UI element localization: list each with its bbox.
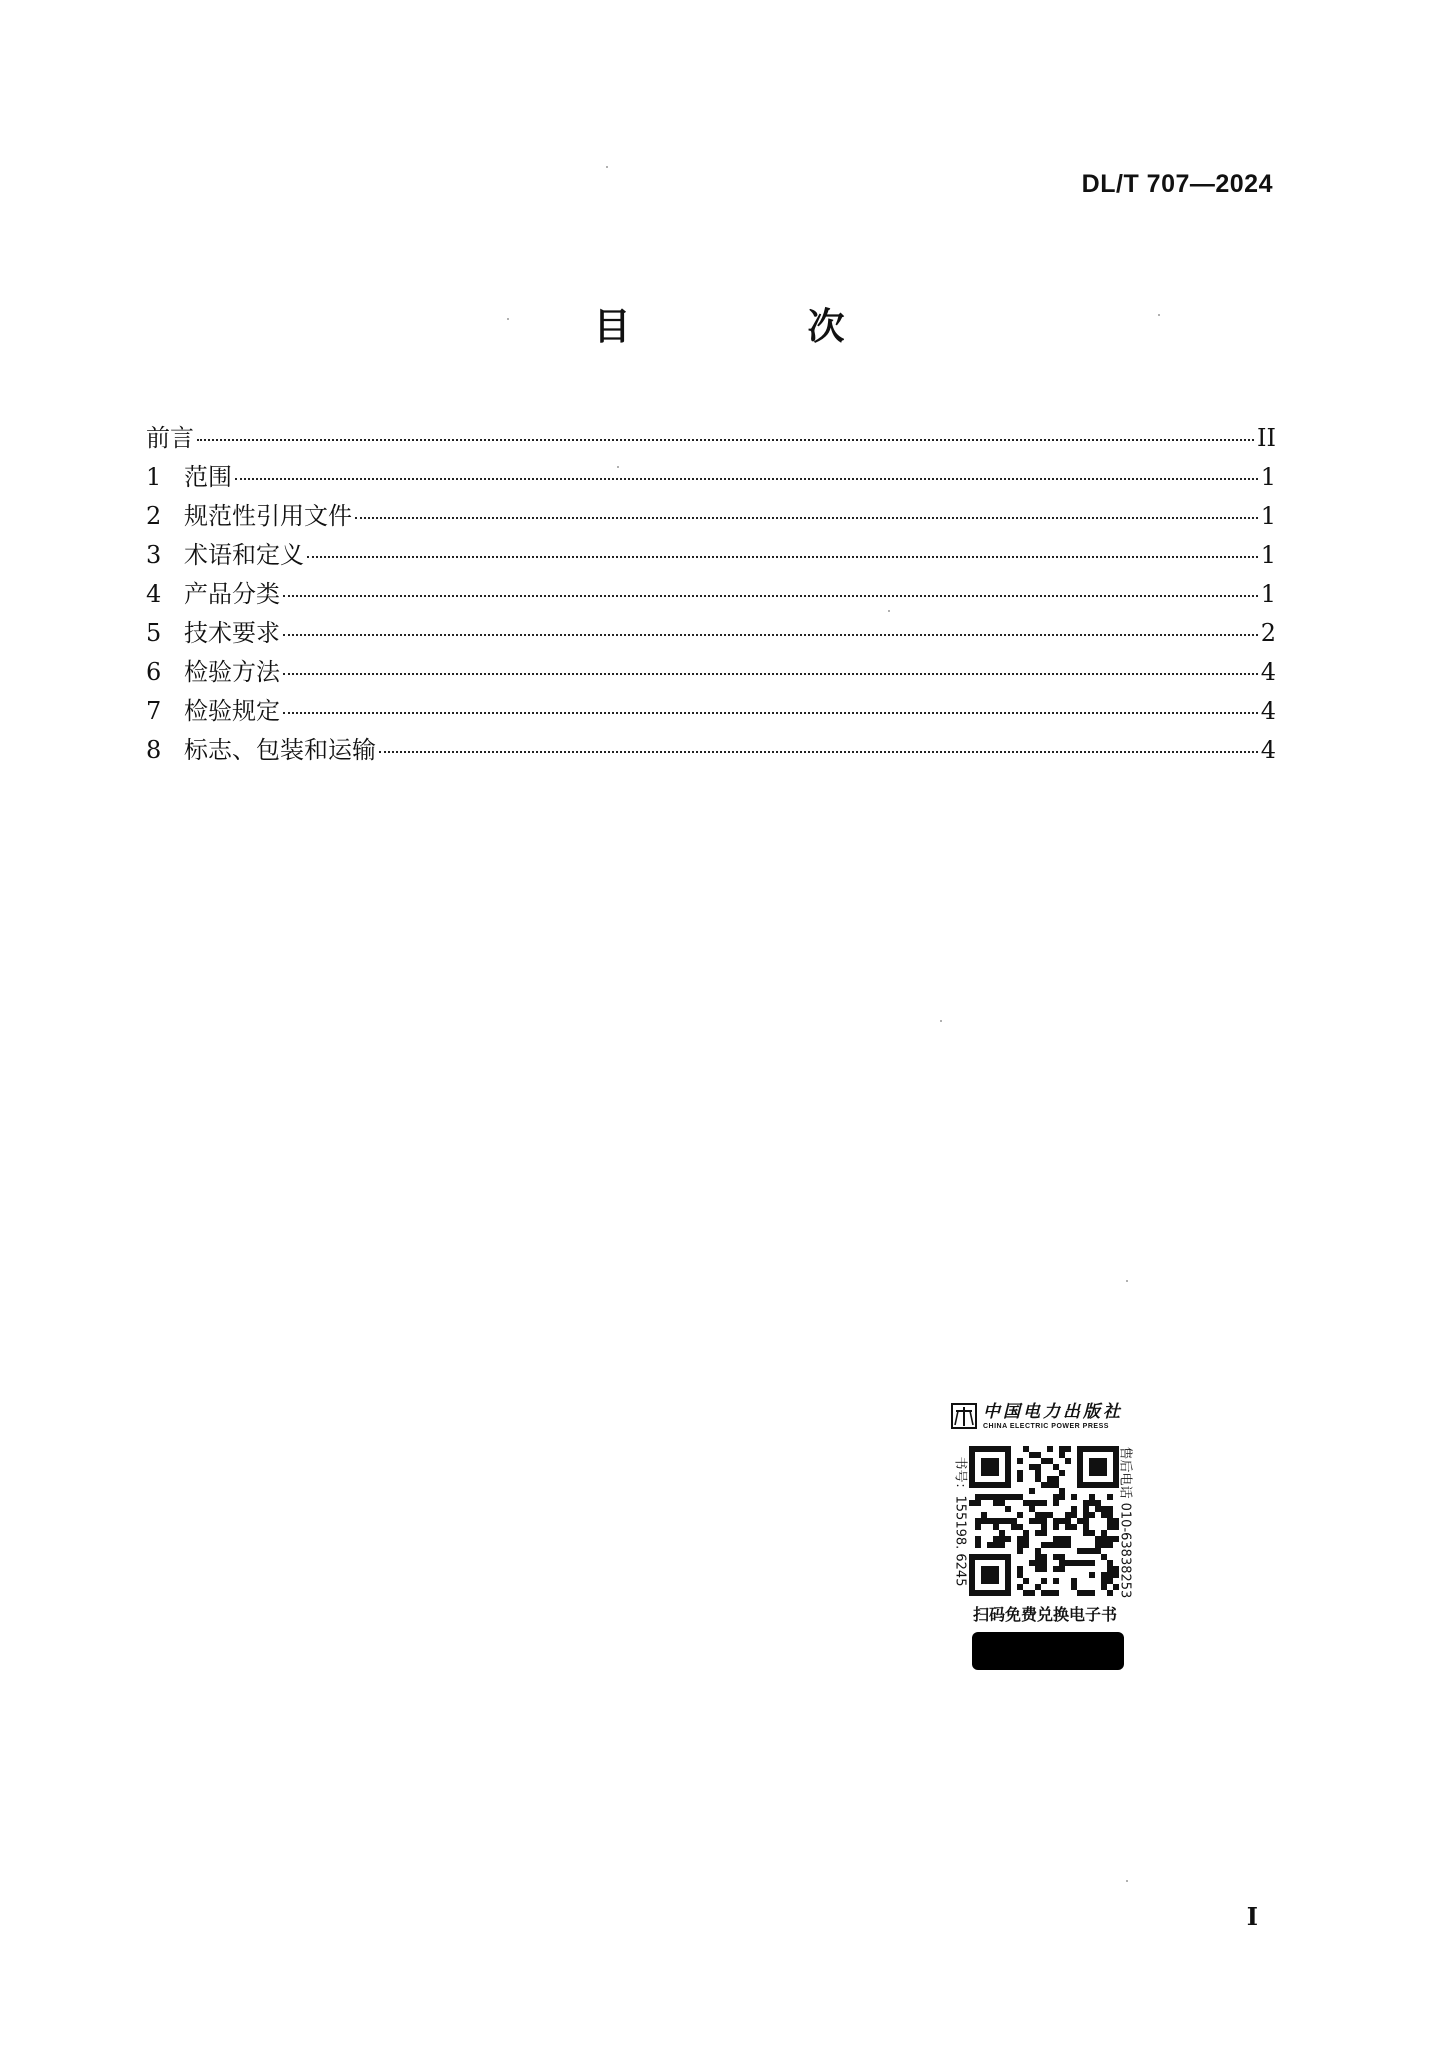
scan-speck	[507, 318, 509, 320]
publisher-name-cn: 中国电力出版社	[983, 1401, 1123, 1422]
page-title: 目 次	[593, 305, 915, 348]
toc-entry-page: 4	[1260, 697, 1276, 725]
toc-entry-number: 1	[146, 463, 162, 491]
scan-speck	[888, 610, 890, 612]
toc-entry-label: 术语和定义	[184, 541, 304, 569]
toc-leader-dots	[235, 478, 1258, 480]
toc-entry-page: 2	[1260, 619, 1276, 647]
toc-entry-label: 前言	[146, 424, 194, 452]
book-number: 书号：155198. 6245	[952, 1456, 968, 1587]
qr-code-icon[interactable]	[969, 1446, 1119, 1596]
redacted-code-bar	[972, 1632, 1124, 1670]
toc-entry-page: II	[1257, 424, 1276, 452]
toc-entry[interactable]	[146, 418, 1276, 457]
page-number: I	[1246, 1902, 1258, 1931]
redeem-ebook-text: 扫码免费兑换电子书	[972, 1605, 1117, 1624]
publisher-qr-badge	[945, 1396, 1145, 1674]
toc-entry[interactable]	[146, 535, 1276, 574]
scan-speck	[940, 1020, 942, 1022]
table-of-contents	[146, 418, 1276, 769]
toc-entry-label: 技术要求	[184, 619, 280, 647]
toc-entry-page: 1	[1260, 541, 1276, 569]
toc-entry[interactable]	[146, 496, 1276, 535]
publisher-header	[951, 1396, 1141, 1436]
toc-leader-dots	[197, 439, 1254, 441]
scan-speck	[1126, 1280, 1128, 1282]
toc-leader-dots	[283, 634, 1258, 636]
publisher-logo-icon	[951, 1403, 977, 1429]
toc-entry-label: 范围	[184, 463, 232, 491]
scan-speck	[1126, 1880, 1128, 1882]
toc-entry-page: 1	[1260, 580, 1276, 608]
toc-entry-number: 4	[146, 580, 162, 608]
toc-entry[interactable]	[146, 652, 1276, 691]
toc-entry[interactable]	[146, 691, 1276, 730]
toc-entry-number: 6	[146, 658, 162, 686]
toc-leader-dots	[307, 556, 1258, 558]
toc-entry-label: 规范性引用文件	[184, 502, 352, 530]
toc-entry[interactable]	[146, 613, 1276, 652]
toc-leader-dots	[379, 751, 1258, 753]
toc-entry-label: 标志、包装和运输	[184, 736, 376, 764]
toc-entry-number: 7	[146, 697, 162, 725]
toc-entry-label: 产品分类	[184, 580, 280, 608]
scan-speck	[606, 166, 608, 168]
toc-entry-label: 检验方法	[184, 658, 280, 686]
sales-phone: 售后电话 010-63838253	[1117, 1446, 1133, 1599]
toc-entry-page: 1	[1260, 502, 1276, 530]
toc-entry-label: 检验规定	[184, 697, 280, 725]
toc-entry-number: 3	[146, 541, 162, 569]
publisher-name-en: CHINA ELECTRIC POWER PRESS	[983, 1422, 1109, 1430]
toc-entry[interactable]	[146, 574, 1276, 613]
toc-entry-page: 1	[1260, 463, 1276, 491]
toc-leader-dots	[283, 712, 1258, 714]
toc-entry[interactable]	[146, 457, 1276, 496]
scan-speck	[1158, 314, 1160, 316]
toc-leader-dots	[355, 517, 1258, 519]
standard-code: DL/T 707—2024	[1081, 170, 1273, 198]
toc-leader-dots	[283, 673, 1258, 675]
toc-entry-number: 5	[146, 619, 162, 647]
toc-entry-page: 4	[1260, 658, 1276, 686]
toc-entry-number: 8	[146, 736, 162, 764]
scan-speck	[617, 466, 619, 468]
toc-entry-page: 4	[1260, 736, 1276, 764]
toc-entry-number: 2	[146, 502, 162, 530]
toc-leader-dots	[283, 595, 1258, 597]
toc-entry[interactable]	[146, 730, 1276, 769]
